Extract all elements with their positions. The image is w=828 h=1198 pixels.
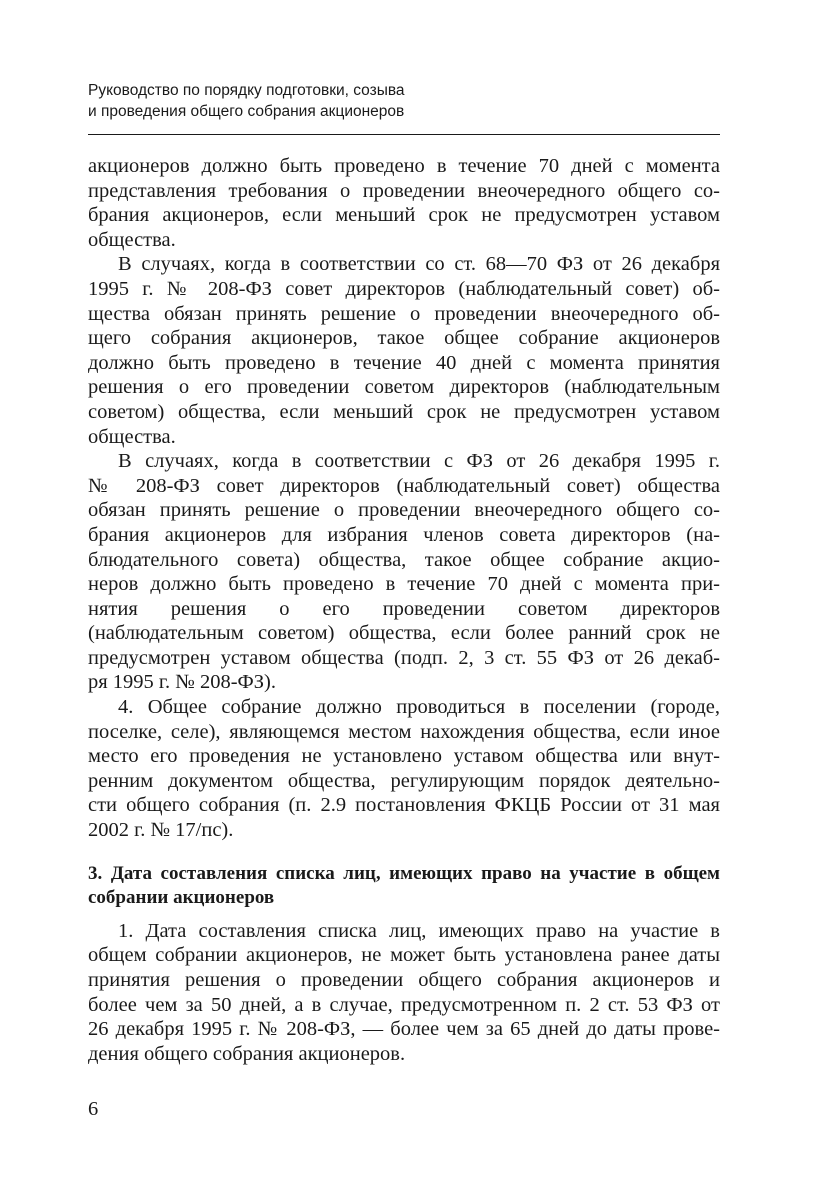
text-line: щего собрания акционеров, такое общее собрание акционеров [88, 327, 720, 350]
text-line: принятия решения о проведении общего собрания акционеров и [88, 969, 720, 991]
text-line: 26 декабря 1995 г. № 208-ФЗ, — более чем за 65 дней до даты прове- [88, 1018, 720, 1041]
text-line: 2002 г. № 17/пс). [88, 819, 234, 842]
text-line: предусмотрен уставом общества (подп. 2, 3 ст. 55 ФЗ от 26 декаб- [88, 646, 720, 669]
text-line: В случаях, когда в соответствии с ФЗ от 26 декабря 1995 г. [118, 450, 720, 473]
text-line: поселке, селе), являющемся местом нахождения общества, если иное [88, 720, 720, 743]
page-body [88, 154, 720, 1066]
text-line: сти общего собрания (п. 2.9 постановления ФКЦБ России от 31 мая [88, 794, 720, 817]
section-heading-line-2: собрании акционеров [88, 887, 275, 909]
text-line: ренним документом общества, регулирующим порядок деятельно- [88, 769, 720, 792]
text-line: В случаях, когда в соответствии со ст. 68—70 ФЗ от 26 декабря [118, 253, 720, 276]
text-line: общества. [88, 228, 176, 251]
paragraph-2 [88, 252, 720, 449]
text-line: блюдательного совета) общества, такое общее собрание акцио- [88, 548, 720, 571]
text-line: 1. Дата составления списка лиц, имеющих право на участие в [118, 919, 720, 942]
paragraph-4 [88, 695, 720, 843]
paragraph-3 [88, 449, 720, 695]
header-divider [88, 134, 720, 135]
page-number: 6 [88, 1098, 99, 1120]
running-header [88, 80, 720, 122]
text-line: обязан принять решение о проведении внеочередного общего со- [88, 499, 720, 522]
section-spacer [88, 843, 720, 862]
text-line: должно быть проведено в течение 40 дней с момента принятия [88, 351, 720, 374]
text-line: решения о его проведении советом директоров (наблюдательным [88, 376, 720, 399]
text-line: советом) общества, если меньший срок не предусмотрен уставом [88, 400, 720, 423]
text-line: нятия решения о его проведении советом директоров [88, 597, 720, 620]
text-line: более чем за 50 дней, а в случае, предусмотренном п. 2 ст. 53 ФЗ от [88, 993, 720, 1016]
section-heading [88, 862, 720, 911]
text-line: брания акционеров для избрания членов совета директоров (на- [88, 523, 720, 546]
text-line: (наблюдательным советом) общества, если более ранний срок не [88, 622, 720, 645]
text-line: щества обязан принять решение о проведении внеочередного об- [88, 302, 720, 325]
text-line: общем собрании акционеров, не может быть установлена ранее даты [88, 944, 720, 967]
text-line: ря 1995 г. № 208-ФЗ). [88, 671, 276, 694]
text-line: представления требования о проведении внеочередного общего со- [88, 179, 720, 202]
paragraph-1 [88, 154, 720, 252]
running-header-line-1: Руководство по порядку подготовки, созыва [88, 82, 405, 99]
text-line: дения общего собрания акционеров. [88, 1042, 406, 1065]
text-line: брания акционеров, если меньший срок не предусмотрен уставом [88, 204, 720, 227]
text-line: 1995 г. № 208-ФЗ совет директоров (наблюдательный совет) об- [88, 277, 720, 300]
section-heading-line-1: 3. Дата составления списка лиц, имеющих право на участие в общем [88, 862, 720, 884]
text-line: место его проведения не установлено уставом общества или внут- [88, 745, 720, 768]
text-line: общества. [88, 425, 176, 448]
running-header-line-2: и проведения общего собрания акционеров [88, 103, 405, 120]
text-line: неров должно быть проведено в течение 70 дней с момента при- [88, 573, 720, 596]
heading-spacer [88, 911, 720, 919]
text-line: 4. Общее собрание должно проводиться в поселении (городе, [118, 696, 720, 719]
text-line: акционеров должно быть проведено в течение 70 дней с момента [88, 155, 720, 177]
paragraph-5 [88, 919, 720, 1067]
text-line: № 208-ФЗ совет директоров (наблюдательный совет) общества [88, 474, 720, 497]
